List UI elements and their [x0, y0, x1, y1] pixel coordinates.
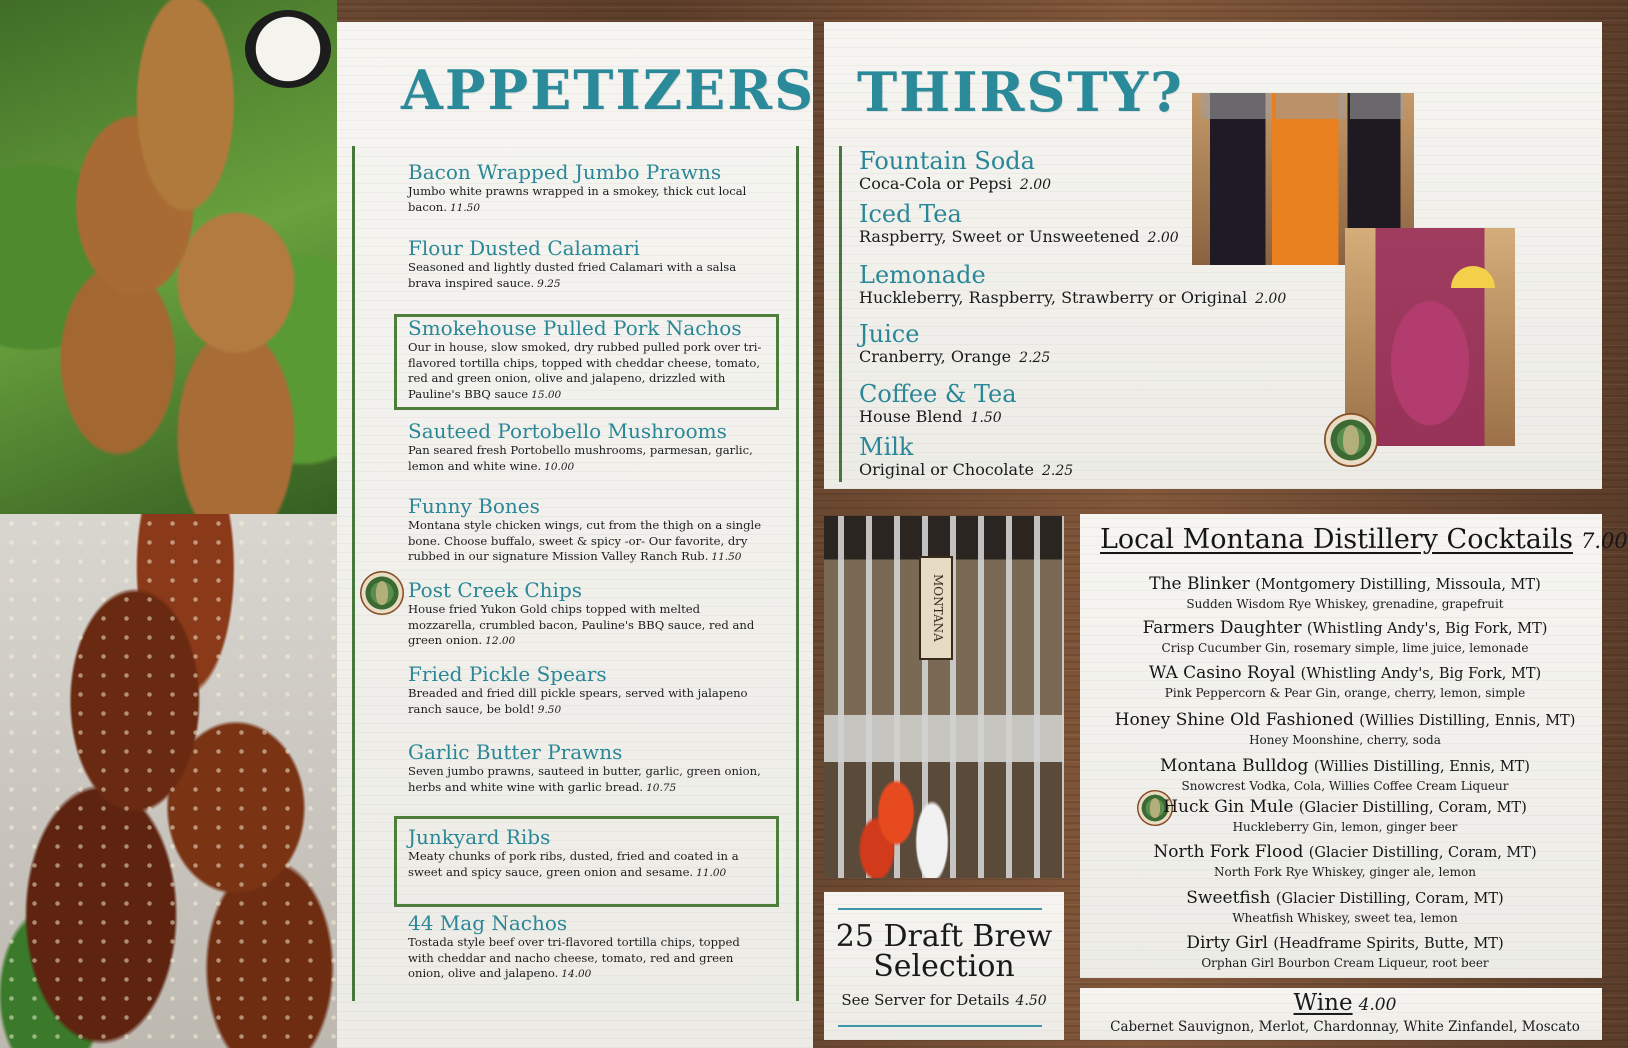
appetizer-desc: Our in house, slow smoked, dry rubbed pulled pork over tri-flavored tortilla chips, topped with cheddar cheese, tomato, red and green onion, olive and jalapeno, drizzled with Pauline's BBQ sauce — [408, 340, 762, 401]
drink-desc: Coca-Cola or Pepsi — [859, 174, 1012, 193]
drink-item — [859, 381, 1017, 428]
appetizer-title: Post Creek Chips — [408, 578, 583, 602]
cocktail-desc: Huckleberry Gin, lemon, ginger beer — [1232, 820, 1458, 834]
cocktail-item — [1082, 933, 1608, 971]
appetizer-price: 9.50 — [537, 703, 562, 716]
appetizer-desc: Breaded and fried dill pickle spears, served with jalapeno ranch sauce, be bold! — [408, 686, 748, 716]
drink-item — [859, 434, 1073, 481]
appetizer-desc: Montana style chicken wings, cut from the thigh on a single bone. Choose buffalo, sweet & spicy -or- Our favorite, dry rubbed in our signature Mission Valley Ranch Rub. — [408, 518, 762, 563]
cocktail-name: North Fork Flood — [1153, 842, 1304, 862]
appetizer-item — [408, 578, 763, 650]
draft-line-2: Selection — [873, 949, 1015, 984]
drink-item — [859, 201, 1179, 248]
cocktail-desc: Wheatfish Whiskey, sweet tea, lemon — [1232, 911, 1458, 925]
appetizer-desc: Jumbo white prawns wrapped in a smokey, thick cut local bacon. — [408, 184, 747, 214]
drink-desc: Huckleberry, Raspberry, Strawberry or Original — [859, 288, 1248, 307]
appetizer-item — [408, 740, 763, 796]
cocktail-item — [1082, 888, 1608, 926]
appetizer-price: 11.50 — [449, 201, 481, 214]
appetizer-title: 44 Mag Nachos — [408, 911, 568, 935]
appetizer-item — [408, 160, 763, 216]
cocktail-name: Dirty Girl — [1186, 933, 1268, 953]
cocktail-source: (Glacier Distilling, Coram, MT) — [1298, 800, 1527, 816]
appetizer-item — [408, 419, 763, 475]
appetizer-price: 11.50 — [711, 551, 742, 563]
cocktail-source: (Willies Distilling, Ennis, MT) — [1359, 713, 1576, 729]
cocktail-desc: Snowcrest Vodka, Cola, Willies Coffee Cream Liqueur — [1181, 779, 1509, 793]
cocktail-source: (Whistling Andy's, Big Fork, MT) — [1300, 666, 1542, 682]
cocktail-desc: Crisp Cucumber Gin, rosemary simple, lime juice, lemonade — [1161, 641, 1529, 655]
cocktails-title: Local Montana Distillery Cocktails — [1100, 524, 1574, 555]
drink-title: Lemonade — [859, 261, 986, 289]
draft-top-rule — [838, 908, 1042, 910]
appetizer-price: 9.25 — [537, 277, 561, 290]
sesame-garnish — [0, 514, 337, 1048]
appetizer-desc: Seven jumbo prawns, sauteed in butter, garlic, green onion, herbs and white wine with garlic bread. — [408, 764, 761, 794]
pink-lemonade-photo — [1345, 228, 1515, 446]
cocktail-desc: North Fork Rye Whiskey, ginger ale, lemon — [1214, 865, 1476, 879]
drink-desc: Original or Chocolate — [859, 460, 1034, 479]
drink-title: Coffee & Tea — [859, 380, 1017, 408]
appetizer-price: 15.00 — [531, 388, 562, 401]
wine-heading — [1080, 990, 1610, 1016]
cocktail-item — [1082, 618, 1608, 656]
appetizer-price: 14.00 — [561, 968, 592, 980]
draft-details — [824, 991, 1064, 1009]
appetizer-item — [408, 662, 763, 718]
appetizer-desc: House fried Yukon Gold chips topped with melted mozzarella, crumbled bacon, Pauline's BBQ sauce, red and green onion. — [408, 602, 755, 647]
beer-taps-photo — [824, 516, 1064, 878]
fish-logo-badge — [360, 571, 404, 615]
drink-price: 1.50 — [970, 410, 1002, 426]
appetizer-desc: Meaty chunks of pork ribs, dusted, fried and coated in a sweet and spicy sauce, green onion and sesame. — [408, 849, 739, 879]
appetizer-price: 11.00 — [696, 866, 727, 879]
montana-sign: MONTANA — [919, 556, 953, 660]
cocktail-name: Huck Gin Mule — [1163, 797, 1294, 817]
appetizer-desc: Tostada style beef over tri-flavored tortilla chips, topped with cheddar and nacho cheese, tomato, red and green onion, olive and jalapeno. — [408, 935, 740, 980]
drink-price: 2.00 — [1019, 177, 1052, 193]
cocktail-name: Montana Bulldog — [1160, 756, 1309, 776]
appetizer-item — [408, 236, 763, 292]
cocktails-heading — [1100, 524, 1628, 555]
drink-title: Fountain Soda — [859, 147, 1035, 175]
drink-title: Iced Tea — [859, 200, 962, 228]
appetizer-title: Junkyard Ribs — [408, 825, 551, 849]
appetizer-desc: Seasoned and lightly dusted fried Calamari with a salsa brava inspired sauce. — [408, 260, 737, 290]
cocktail-source: (Headframe Spirits, Butte, MT) — [1273, 936, 1504, 952]
cocktail-item — [1082, 842, 1608, 880]
appetizer-item — [408, 825, 763, 881]
junkyard-ribs-photo — [0, 514, 337, 1048]
drink-item — [859, 148, 1051, 195]
cocktail-desc: Pink Peppercorn & Pear Gin, orange, cherry, lemon, simple — [1164, 686, 1526, 700]
cocktail-source: (Glacier Distilling, Coram, MT) — [1308, 845, 1537, 861]
cocktail-name: WA Casino Royal — [1148, 663, 1296, 683]
cocktail-source: (Willies Distilling, Ennis, MT) — [1313, 759, 1530, 775]
appetizer-title: Fried Pickle Spears — [408, 662, 607, 686]
appetizer-price: 10.00 — [544, 460, 575, 473]
cocktail-source: (Montgomery Distilling, Missoula, MT) — [1255, 577, 1541, 593]
drink-title: Juice — [859, 320, 920, 348]
appetizer-title: Bacon Wrapped Jumbo Prawns — [408, 160, 722, 184]
drink-title: Milk — [859, 433, 914, 461]
drink-price: 2.00 — [1255, 291, 1287, 307]
drink-item — [859, 321, 1050, 368]
cocktail-item — [1082, 663, 1608, 701]
appetizer-title: Garlic Butter Prawns — [408, 740, 623, 764]
appetizer-item — [408, 494, 763, 566]
cocktail-desc: Orphan Girl Bourbon Cream Liqueur, root beer — [1201, 956, 1489, 970]
cocktails-price: 7.00 — [1581, 529, 1628, 553]
drink-item — [859, 262, 1286, 309]
cocktail-source: (Glacier Distilling, Coram, MT) — [1275, 891, 1504, 907]
appetizer-desc: Pan seared fresh Portobello mushrooms, parmesan, garlic, lemon and white wine. — [408, 443, 753, 473]
appetizer-price: 12.00 — [485, 635, 516, 647]
cocktail-desc: Sudden Wisdom Rye Whiskey, grenadine, grapefruit — [1186, 597, 1504, 611]
cocktail-item — [1082, 574, 1608, 612]
wine-list: Cabernet Sauvignon, Merlot, Chardonnay, White Zinfandel, Moscato — [1110, 1019, 1580, 1035]
drink-desc: Cranberry, Orange — [859, 347, 1012, 366]
dipping-sauce-cup — [245, 10, 331, 88]
cocktail-name: Honey Shine Old Fashioned — [1114, 710, 1354, 730]
cocktail-item — [1082, 756, 1608, 794]
drink-price: 2.25 — [1041, 463, 1074, 479]
cocktail-item — [1082, 710, 1608, 748]
appetizer-item — [408, 316, 763, 403]
cocktail-desc: Honey Moonshine, cherry, soda — [1249, 733, 1441, 747]
appetizer-title: Smokehouse Pulled Pork Nachos — [408, 316, 742, 340]
appetizers-left-rule — [352, 146, 355, 1001]
appetizers-right-rule — [796, 146, 799, 1001]
draft-bottom-rule — [838, 1025, 1042, 1027]
cocktail-item — [1082, 797, 1608, 835]
fish-logo-badge — [1324, 413, 1378, 467]
appetizer-title: Funny Bones — [408, 494, 540, 518]
cocktail-name: The Blinker — [1149, 574, 1250, 594]
chicken-wings-photo — [0, 0, 337, 514]
appetizer-title: Flour Dusted Calamari — [408, 236, 640, 260]
appetizers-heading: APPETIZERS — [401, 58, 816, 122]
appetizer-item — [408, 911, 763, 983]
drink-price: 2.25 — [1019, 350, 1051, 366]
cocktail-name: Farmers Daughter — [1142, 618, 1302, 638]
draft-price: 4.50 — [1015, 993, 1047, 1009]
thirsty-heading: THIRSTY? — [857, 60, 1184, 124]
cocktail-name: Sweetfish — [1186, 888, 1271, 908]
drink-price: 2.00 — [1147, 230, 1179, 246]
drink-desc: Raspberry, Sweet or Unsweetened — [859, 227, 1140, 246]
draft-desc: See Server for Details — [841, 991, 1010, 1009]
appetizer-title: Sauteed Portobello Mushrooms — [408, 419, 727, 443]
wine-price: 4.00 — [1358, 995, 1397, 1015]
wine-title: Wine — [1293, 990, 1353, 1016]
drink-desc: House Blend — [859, 407, 963, 426]
cocktail-source: (Whistling Andy's, Big Fork, MT) — [1306, 621, 1548, 637]
appetizer-price: 10.75 — [646, 781, 677, 794]
draft-line-1: 25 Draft Brew — [835, 919, 1053, 954]
thirsty-rule — [839, 146, 842, 482]
